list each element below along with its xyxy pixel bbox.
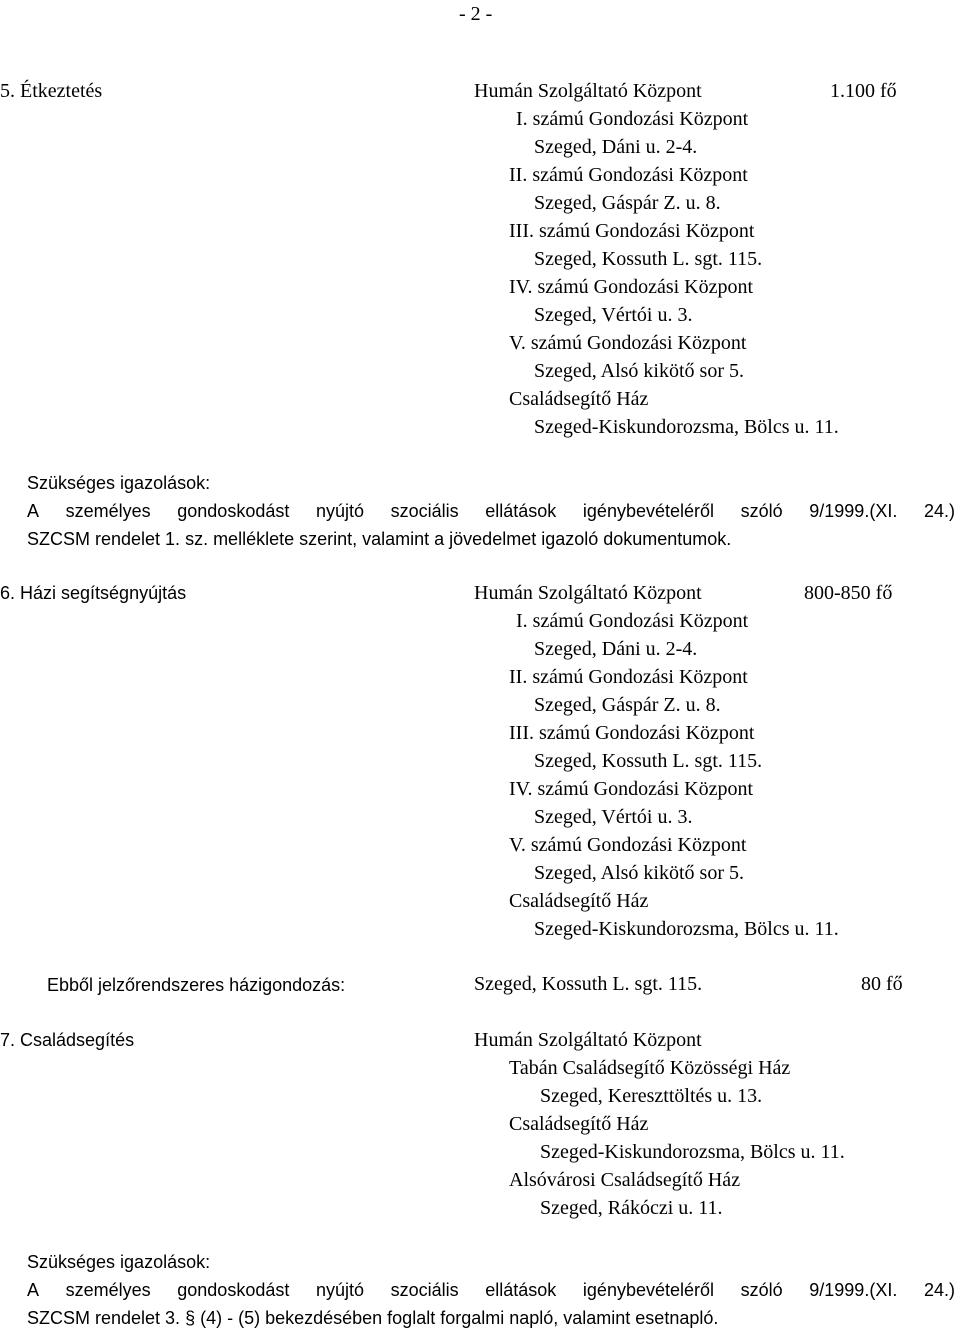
section6-title: 6. Házi segítségnyújtás [0,583,187,603]
section7-center-address: Szeged, Rákóczi u. 11. [540,1197,723,1219]
word: igénybevételéről [582,1280,715,1300]
section6-count: 800-850 fő [804,582,893,604]
section6-center-address: Szeged, Vértói u. 3. [534,806,693,828]
section5-center-name: Családsegítő Ház [509,388,649,410]
section7-center-name: Tabán Családsegítő Közösségi Ház [509,1057,791,1079]
section5-center-name: I. számú Gondozási Központ [516,108,749,130]
section5-center-address: Szeged, Alsó kikötő sor 5. [534,360,744,382]
word: A [27,501,40,521]
section6-center-address: Szeged, Kossuth L. sgt. 115. [534,750,763,772]
word: személyes [65,1280,151,1300]
section5-required-line2: SZCSM rendelet 1. sz. melléklete szerint, valamint a jövedelmet igazoló dokumentumok. [27,529,732,549]
word: nyújtó [315,501,365,521]
section5-required-line1 [27,502,955,520]
word: gondoskodást [177,1280,290,1300]
word: szóló [740,501,783,521]
section5-center-address: Szeged, Gáspár Z. u. 8. [534,192,721,214]
section7-center-name: Családsegítő Ház [509,1113,649,1135]
section5-center-name: V. számú Gondozási Központ [509,332,747,354]
section6-center-address: Szeged, Dáni u. 2-4. [534,638,698,660]
section7-required-line1 [27,1281,955,1299]
section6-signal-label: Ebből jelzőrendszeres házigondozás: [47,975,346,995]
section5-provider: Humán Szolgáltató Központ [474,80,702,102]
word: szociális [390,1280,459,1300]
section7-center-address: Szeged, Kereszttöltés u. 13. [540,1085,763,1107]
section7-center-address: Szeged-Kiskundorozsma, Bölcs u. 11. [540,1141,845,1163]
section7-title: 7. Családsegítés [0,1030,135,1050]
section6-center-name: III. számú Gondozási Központ [509,722,755,744]
word: 9/1999.(XI. [809,501,898,521]
section7-provider: Humán Szolgáltató Központ [474,1029,702,1051]
section5-center-address: Szeged, Dáni u. 2-4. [534,136,698,158]
section6-center-name: I. számú Gondozási Központ [516,610,749,632]
section5-count: 1.100 fő [830,80,897,102]
section5-center-name: III. számú Gondozási Központ [509,220,755,242]
section6-center-name: V. számú Gondozási Központ [509,834,747,856]
page-number: - 2 - [459,3,493,25]
section5-center-name: IV. számú Gondozási Központ [509,276,754,298]
word: 24.) [923,1280,955,1300]
word: szóló [740,1280,783,1300]
word: 24.) [923,501,955,521]
section7-center-name: Alsóvárosi Családsegítő Ház [509,1169,741,1191]
section7-required-heading: Szükséges igazolások: [27,1252,211,1272]
word: ellátások [485,1280,557,1300]
section5-center-address: Szeged-Kiskundorozsma, Bölcs u. 11. [534,416,839,438]
section5-title: 5. Étkeztetés [0,80,103,102]
word: szociális [390,501,459,521]
word: személyes [65,501,151,521]
section5-required-heading: Szükséges igazolások: [27,473,211,493]
section6-center-address: Szeged, Gáspár Z. u. 8. [534,694,721,716]
section5-center-address: Szeged, Vértói u. 3. [534,304,693,326]
section6-center-name: IV. számú Gondozási Központ [509,778,754,800]
word: nyújtó [315,1280,365,1300]
section6-signal-count: 80 fő [861,973,903,995]
section6-provider: Humán Szolgáltató Központ [474,582,702,604]
section6-center-address: Szeged-Kiskundorozsma, Bölcs u. 11. [534,918,839,940]
section6-signal-address: Szeged, Kossuth L. sgt. 115. [474,973,703,995]
word: 9/1999.(XI. [809,1280,898,1300]
section6-center-name: II. számú Gondozási Központ [509,666,748,688]
word: igénybevételéről [582,501,715,521]
word: A [27,1280,40,1300]
section7-required-line2: SZCSM rendelet 3. § (4) - (5) bekezdésében foglalt forgalmi napló, valamint esetnapló. [27,1308,719,1328]
section6-center-address: Szeged, Alsó kikötő sor 5. [534,862,744,884]
word: gondoskodást [177,501,290,521]
word: ellátások [485,501,557,521]
section5-center-address: Szeged, Kossuth L. sgt. 115. [534,248,763,270]
section6-center-name: Családsegítő Ház [509,890,649,912]
section5-center-name: II. számú Gondozási Központ [509,164,748,186]
